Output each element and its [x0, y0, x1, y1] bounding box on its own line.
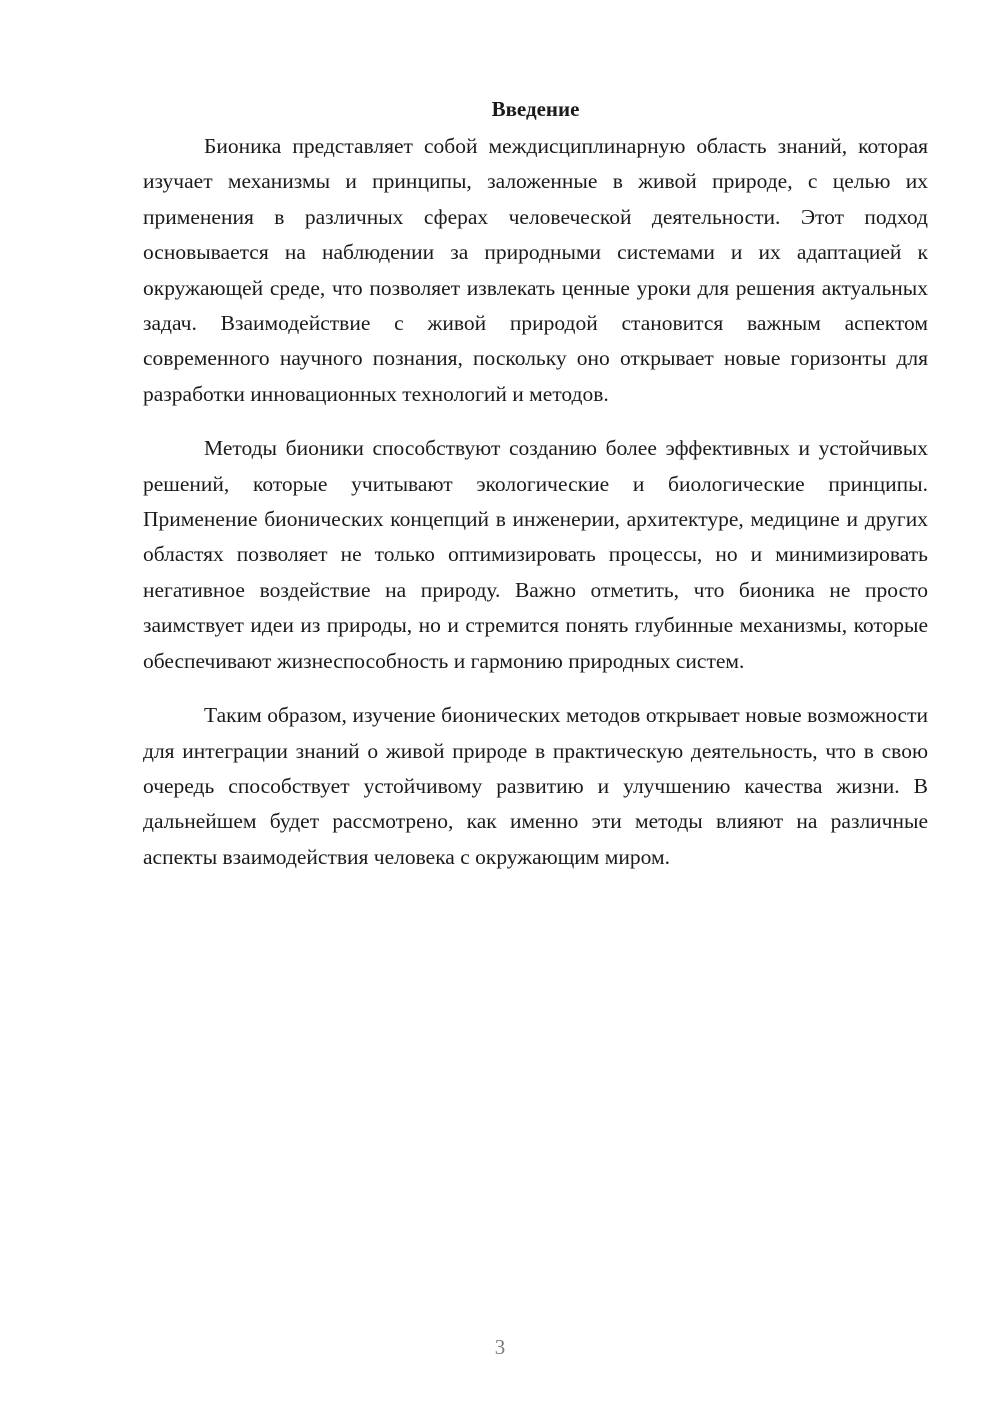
paragraph-2: Методы бионики способствуют созданию более эффективных и устойчивых решений, которые учитывают экологические и биологические принципы. Применение бионических концепций в инженерии, архитектуре, медицине и других областях позволяет не только оптимизировать процессы, но и минимизировать негативное воздействие на природу. Важно отметить, что бионика не просто заимствует идеи из природы, но и стремится понять глубинные механизмы, которые обеспечивают жизнеспособность и гармонию природных систем. [143, 436, 928, 673]
page-content [143, 92, 928, 894]
section-title: Введение [491, 97, 580, 121]
page-number: 3 [494, 1335, 506, 1359]
paragraph-3: Таким образом, изучение бионических методов открывает новые возможности для интеграции знаний о живой природе в практическую деятельность, что в свою очередь способствует устойчивому развитию и улучшению качества жизни. В дальнейшем будет рассмотрено, как именно эти методы влияют на различные аспекты взаимодействия человека с окружающим миром. [143, 703, 928, 869]
paragraph-1: Бионика представляет собой междисциплинарную область знаний, которая изучает механизмы и принципы, заложенные в живой природе, с целью их применения в различных сферах человеческой деятельности. Этот подход основывается на наблюдении за природными системами и их адаптацией к окружающей среде, что позволяет извлекать ценные уроки для решения актуальных задач. Взаимодействие с живой природой становится важным аспектом современного научного познания, поскольку оно открывает новые горизонты для разработки инновационных технологий и методов. [143, 134, 928, 406]
